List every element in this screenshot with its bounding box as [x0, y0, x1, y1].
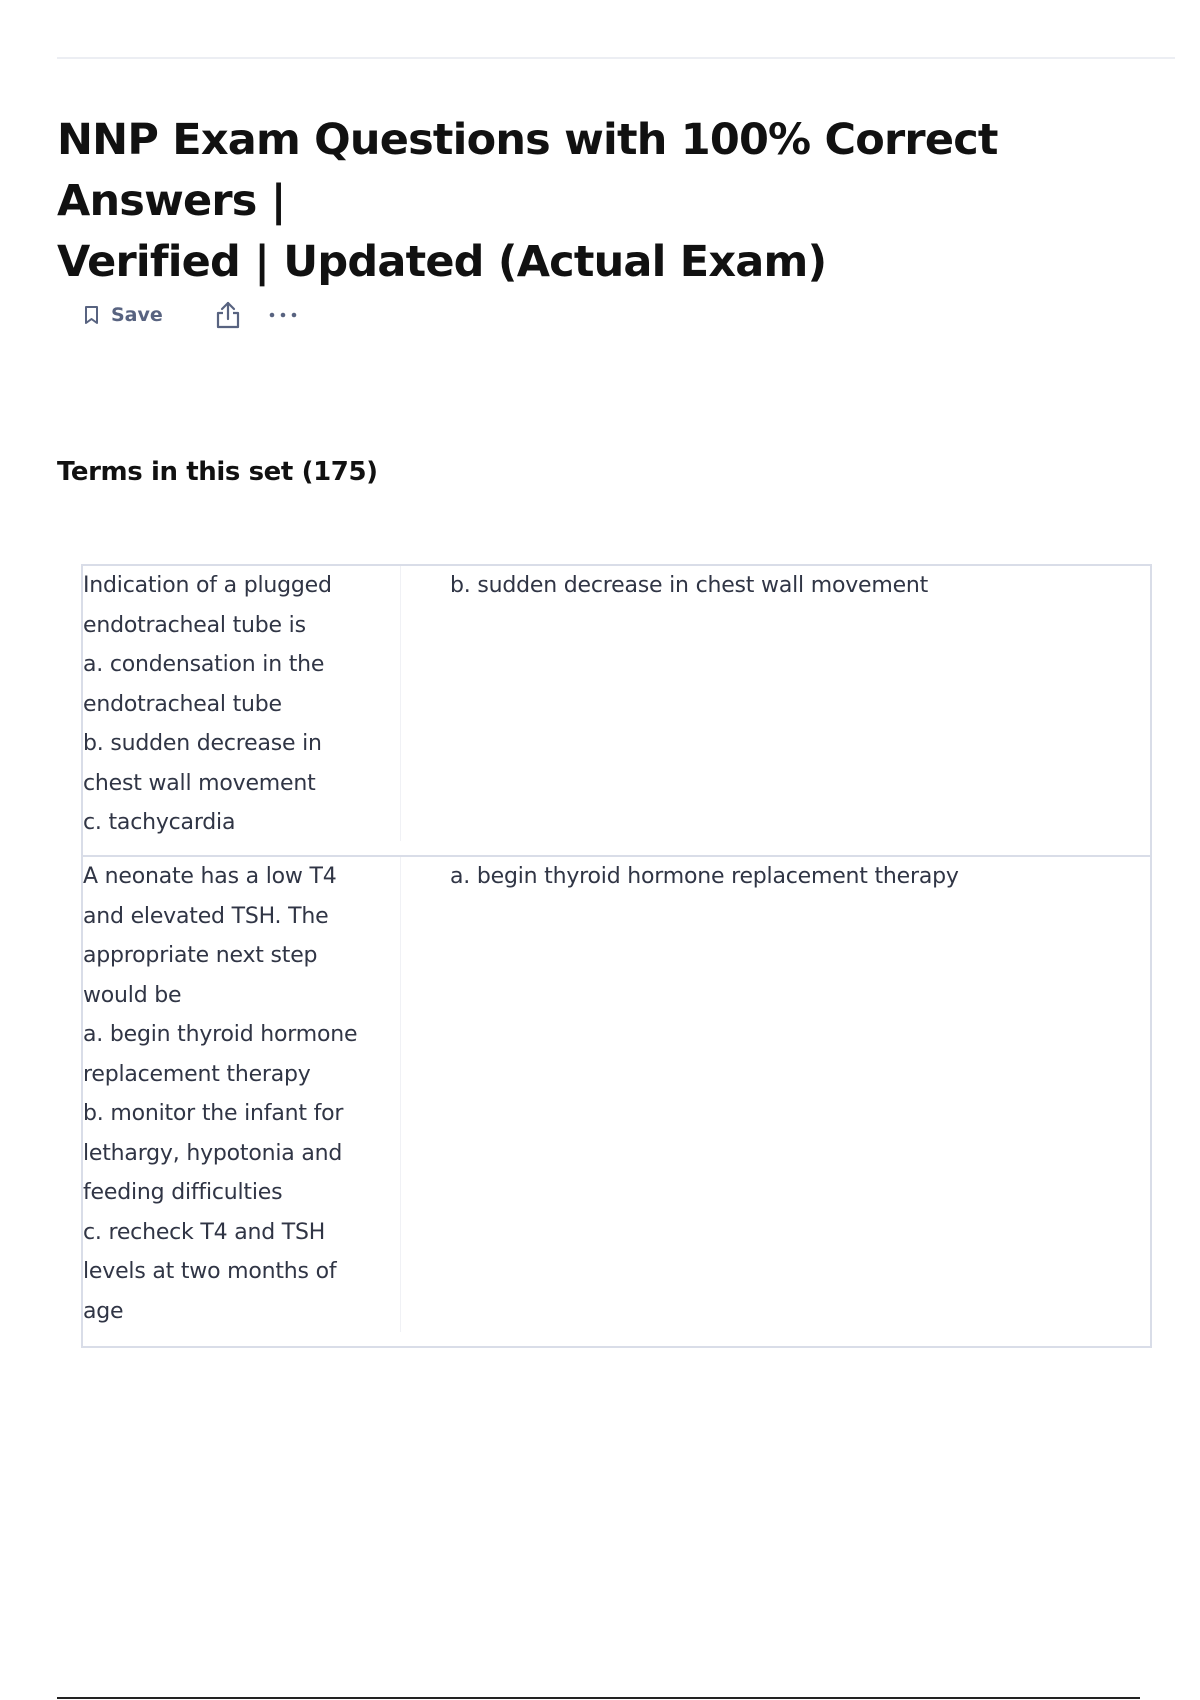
terms-table: [81, 564, 1152, 1348]
term-row: [81, 857, 1152, 1348]
top-divider: [57, 57, 1175, 59]
term-row: [81, 564, 1152, 857]
set-toolbar: [84, 298, 298, 332]
save-button[interactable]: [84, 304, 163, 326]
definition-text: b. sudden decrease in chest wall movement: [450, 573, 929, 598]
terms-heading: Terms in this set (175): [57, 457, 378, 487]
save-label: Save: [111, 304, 163, 326]
more-options-button[interactable]: [268, 311, 298, 319]
page-title: [57, 110, 1187, 293]
more-icon: [268, 311, 298, 319]
page-title-line-2: Verified | Updated (Actual Exam): [57, 237, 827, 287]
definition-text: a. begin thyroid hormone replacement therapy: [450, 864, 959, 889]
share-button[interactable]: [215, 300, 241, 330]
bookmark-icon: [84, 305, 99, 325]
term-text: Indication of a plugged endotracheal tube is a. condensation in the endotracheal tube b. sudden decrease in chest wall movement c. tachycardia: [83, 566, 401, 841]
share-icon: [215, 300, 241, 330]
bottom-divider: [57, 1697, 1140, 1699]
term-text: A neonate has a low T4 and elevated TSH. The appropriate next step would be a. begin thyroid hormone replacement therapy b. monitor the infant for lethargy, hypotonia and feeding difficulties c. recheck T4 and TSH levels at two months of age: [83, 857, 401, 1332]
page-title-line-1: NNP Exam Questions with 100% Correct Answers |: [57, 115, 998, 226]
